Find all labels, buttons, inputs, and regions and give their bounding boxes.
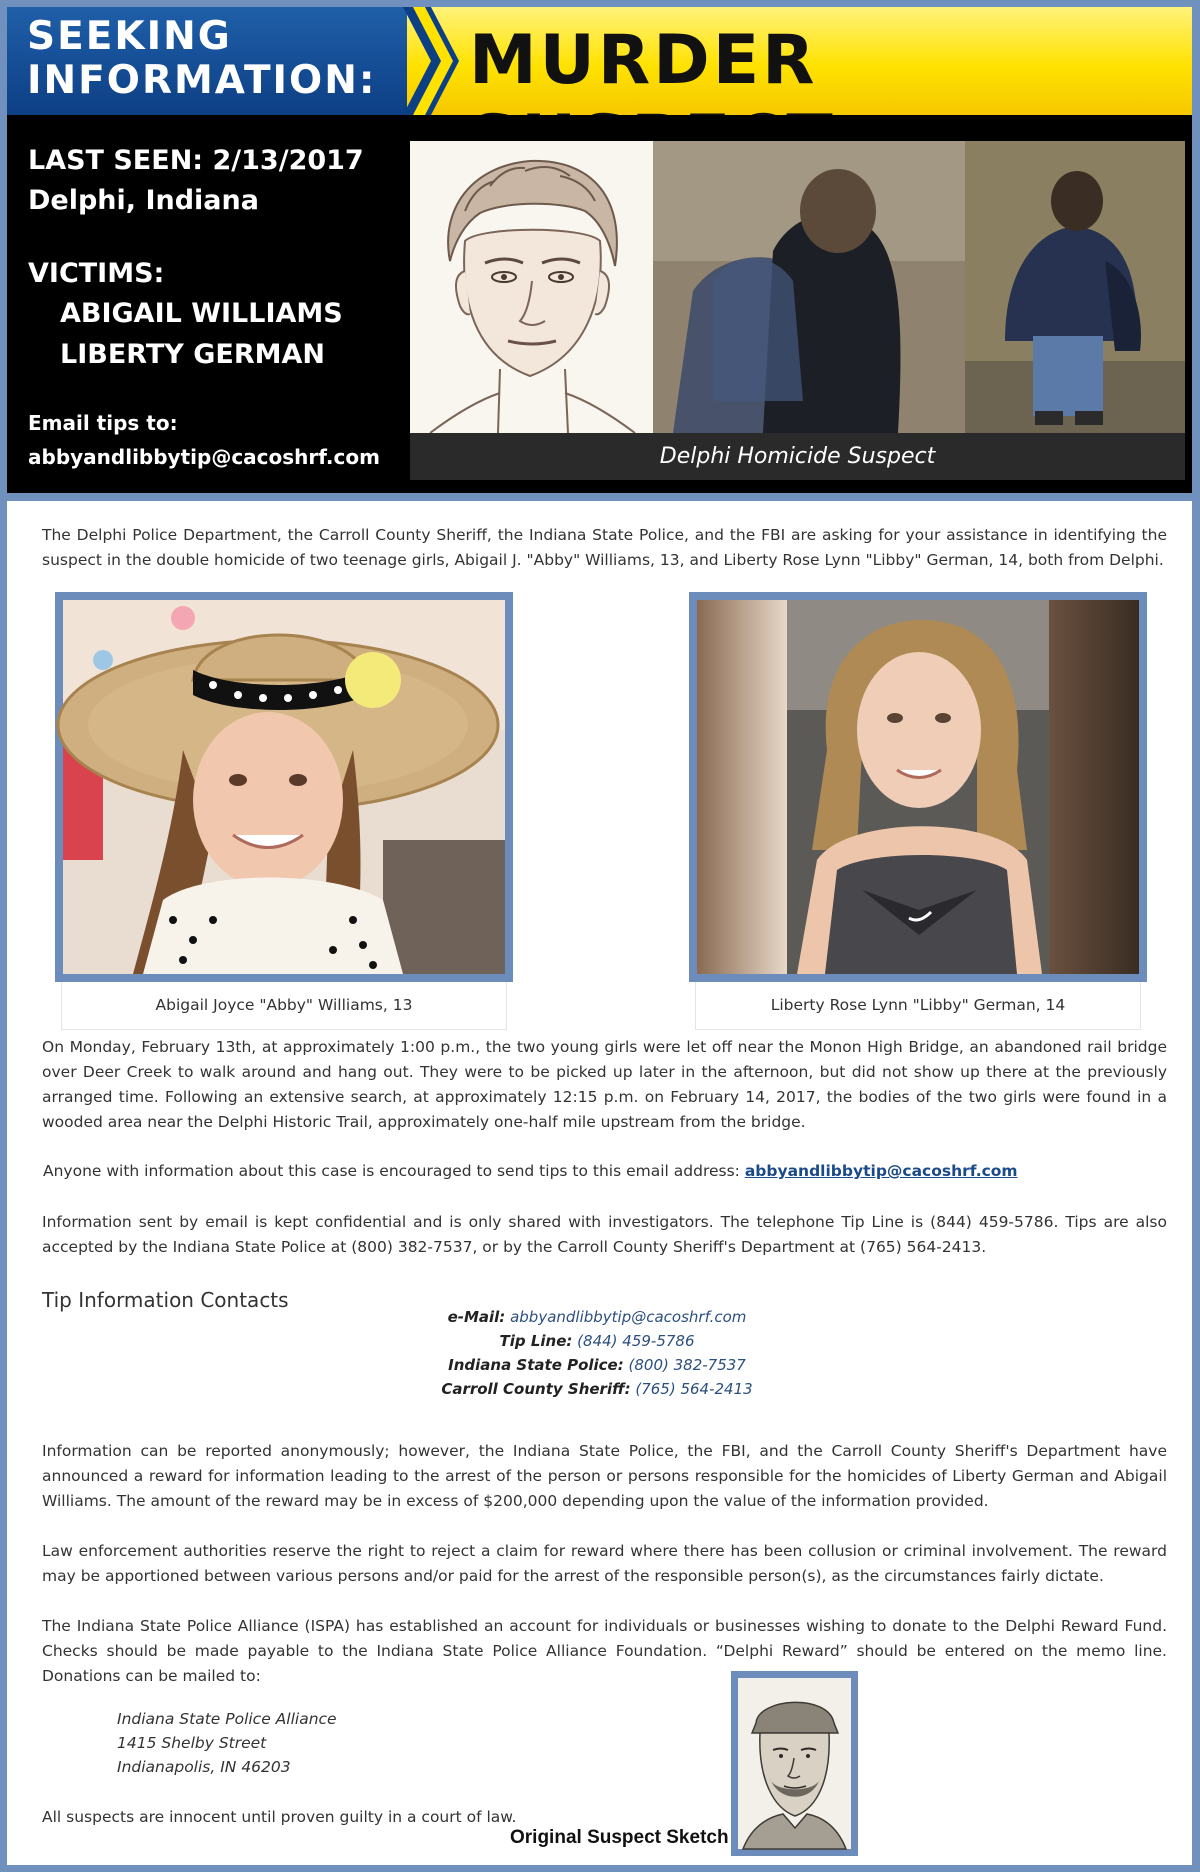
narrative-paragraph: On Monday, February 13th, at approximately 1:00 p.m., the two young girls were let off near the Monon High Bridge, an abandoned rail bridge over Deer Creek to walk around and hang out. They were to be picked up later in the afternoon, but did not show up there at the previously arranged time. Following an extensive search, at approximately 12:15 p.m. on February 14, 2017, the bodies of the two girls were found in a wooded area near the Delphi Historic Trail, approximately one-half mile upstream from the bridge. <box>42 1038 1167 1131</box>
location: Delphi, Indiana <box>28 185 259 216</box>
contact-value[interactable]: abbyandlibbytip@cacoshrf.com <box>510 1308 747 1326</box>
seeking-line-2: INFORMATION: <box>27 58 377 103</box>
seeking-information-label <box>27 15 376 103</box>
suspect-photo-strip <box>410 141 1185 480</box>
intro-paragraph: The Delphi Police Department, the Carroll County Sheriff, the Indiana State Police, and the FBI are asking for your assistance in identifying the suspect in the double homicide of two teenage girls, Abigail J. "Abby" Williams, 13, and Liberty Rose Lynn "Libby" German, 14, both from Delphi. <box>42 526 1167 569</box>
victim-name: LIBERTY GERMAN <box>60 339 325 370</box>
victim-name: ABIGAIL WILLIAMS <box>60 298 343 329</box>
portrait-caption: Abigail Joyce "Abby" Williams, 13 <box>61 982 507 1030</box>
contact-row <box>337 1305 857 1329</box>
contact-label: Carroll County Sheriff: <box>441 1380 631 1398</box>
victims-heading: VICTIMS: <box>28 258 165 289</box>
contact-row <box>337 1377 857 1401</box>
contacts-heading: Tip Information Contacts <box>42 1288 289 1312</box>
photo-strip-caption: Delphi Homicide Suspect <box>659 444 936 469</box>
suspect-sketch-image <box>410 141 653 433</box>
contact-value[interactable]: (844) 459-5786 <box>577 1332 695 1350</box>
victim-portrait-frame <box>55 592 513 982</box>
portrait-caption: Liberty Rose Lynn "Libby" German, 14 <box>695 982 1141 1030</box>
tips-paragraph <box>43 1159 1168 1184</box>
header-banner <box>7 7 1192 115</box>
email-label: Email tips to: <box>28 411 178 435</box>
reward-paragraph: Information can be reported anonymously; however, the Indiana State Police, the FBI, and the Carroll County Sheriff's Department have announced a reward for information leading to the arrest of the person or persons responsible for the homicides of Liberty German and Abigail Williams. The amount of the reward may be in excess of $200,000 depending upon the value of the information provided. <box>42 1442 1167 1510</box>
headline: MURDER <box>469 21 818 100</box>
contact-row <box>337 1353 857 1377</box>
tips-text: Anyone with information about this case is encouraged to send tips to this email address: <box>43 1162 745 1180</box>
abby-williams-photo <box>63 600 505 974</box>
poster <box>7 7 1192 1865</box>
libby-german-photo <box>697 600 1139 974</box>
donation-paragraph: The Indiana State Police Alliance (ISPA) has established an account for individuals or businesses wishing to donate to the Delphi Reward Fund. Checks should be made payable to the Indiana State Police Alliance Foundation. “Delphi Reward” should be entered on the memo line. Donations can be mailed to: <box>42 1617 1167 1685</box>
contact-value[interactable]: (800) 382-7537 <box>628 1356 746 1374</box>
divider <box>7 493 1192 501</box>
address-line: 1415 Shelby Street <box>117 1734 267 1752</box>
address-line: Indiana State Police Alliance <box>117 1710 337 1728</box>
mailing-address <box>117 1707 337 1779</box>
contacts-list <box>337 1305 857 1401</box>
info-panel <box>7 115 1192 493</box>
photo-strip-caption-bar <box>410 433 1185 480</box>
original-sketch-caption: Original Suspect Sketch <box>510 1827 729 1848</box>
suspect-photo <box>653 141 965 433</box>
suspect-photo <box>965 141 1185 433</box>
original-sketch-frame <box>731 1671 858 1856</box>
contact-label: Tip Line: <box>499 1332 573 1350</box>
contact-label: e-Mail: <box>447 1308 506 1326</box>
reward-terms-paragraph: Law enforcement authorities reserve the right to reject a claim for reward where there has been collusion or criminal involvement. The reward may be apportioned between various persons and/or paid for the arrest of the responsible person(s), as the circumstances fairly dictate. <box>42 1542 1167 1585</box>
contact-row <box>337 1329 857 1353</box>
disclaimer: All suspects are innocent until proven guilty in a court of law. <box>42 1808 517 1826</box>
chevron-right-icon <box>403 7 473 115</box>
last-seen: LAST SEEN: 2/13/2017 <box>28 145 364 176</box>
seeking-line-1: SEEKING <box>27 14 232 59</box>
email-address: abbyandlibbytip@cacoshrf.com <box>28 445 380 469</box>
confidential-paragraph: Information sent by email is kept confidential and is only shared with investigators. The telephone Tip Line is (844) 459-5786. Tips are also accepted by the Indiana State Police at (800) 382-7537, or by the Carroll County Sheriff's Department at (765) 564-2413. <box>42 1213 1167 1256</box>
victim-portrait-frame <box>689 592 1147 982</box>
contact-value[interactable]: (765) 564-2413 <box>635 1380 753 1398</box>
original-suspect-sketch-image <box>738 1678 851 1849</box>
contact-label: Indiana State Police: <box>448 1356 624 1374</box>
tips-email-link[interactable]: abbyandlibbytip@cacoshrf.com <box>744 1162 1018 1180</box>
address-line: Indianapolis, IN 46203 <box>117 1758 291 1776</box>
